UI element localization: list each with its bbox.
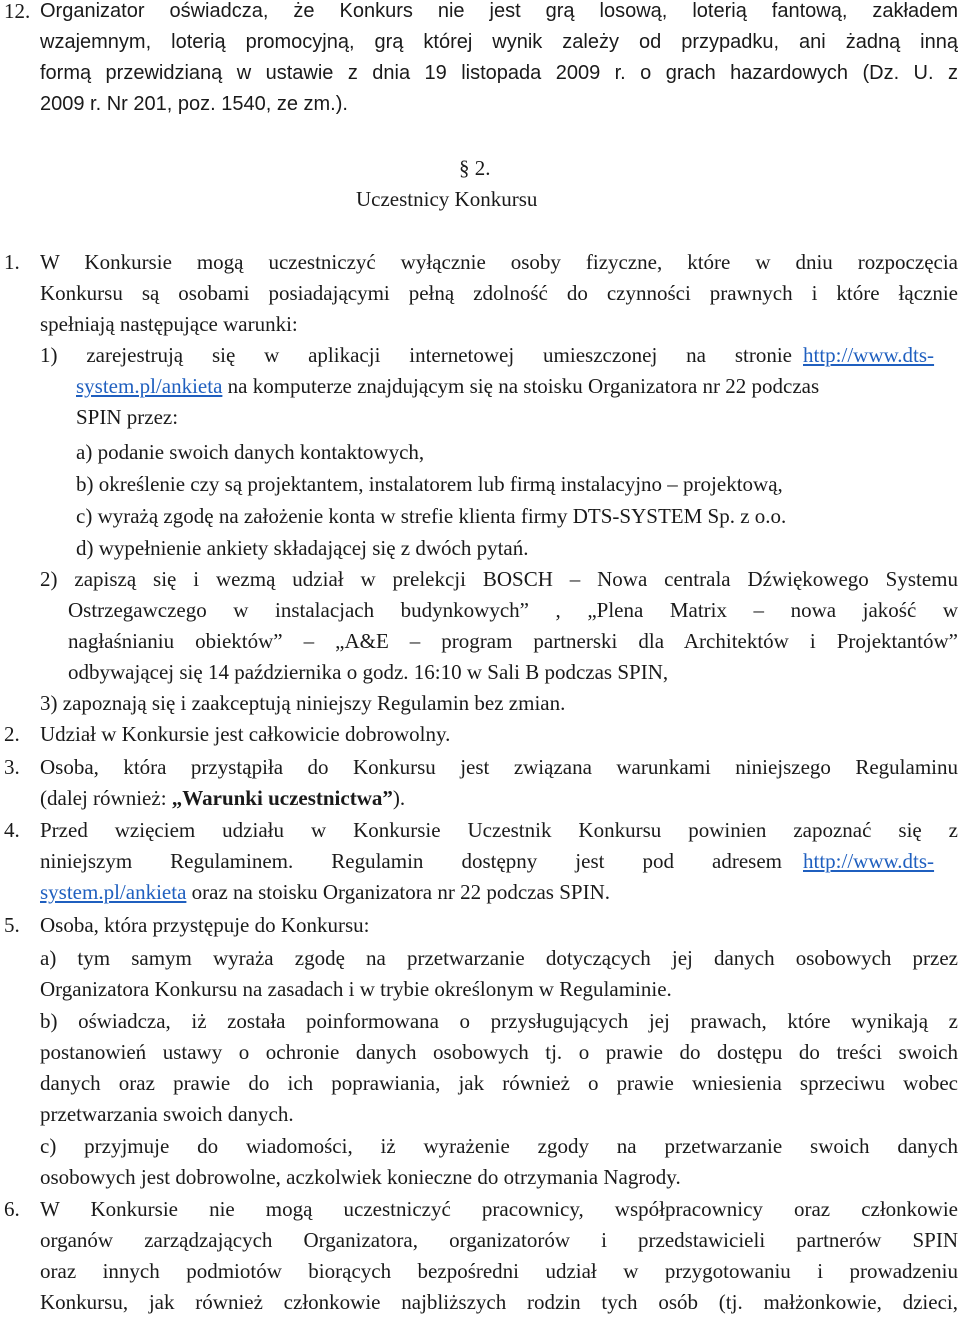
text-line: SPIN przez: [76,405,179,429]
text-line [76,371,819,402]
text-fragment: ). [392,786,406,810]
text-line: Osoba, która przystąpiła do Konkursu jest związana warunkami niniejszego Regulaminu [40,755,958,779]
text-line: przetwarzania swoich danych. [40,1102,294,1126]
text-line: W Konkursie mogą uczestniczyć wyłącznie osoby fizyczne, które w dniu rozpoczęcia [40,250,958,274]
paragraph-number: 2. [4,722,20,746]
text-line: c) przyjmuje do wiadomości, iż wyrażenie zgody na przetwarzanie swoich danych [40,1134,958,1158]
text-line: spełniają następujące warunki: [40,312,298,336]
text-line: a) tym samym wyraża zgodę na przetwarzanie dotyczących jej danych osobowych przez [40,946,958,970]
sub-item-b: b) określenie czy są projektantem, instalatorem lub firmą instalacyjno – projektową, [76,472,783,496]
text-line [40,783,405,814]
sub-item-d: d) wypełnienie ankiety składającej się z dwóch pytań. [76,536,529,560]
text-line: niniejszym Regulaminem. Regulamin dostępny jest pod adresem [40,849,782,873]
defined-term: „Warunki uczestnictwa” [171,786,393,810]
text-line: 2009 r. Nr 201, poz. 1540, ze zm.). [40,93,348,115]
sub-item-a: a) podanie swoich danych kontaktowych, [76,440,425,464]
list-item-text: 2) zapiszą się i wezmą udział w prelekcji BOSCH – Nowa centrala Dźwiękowego Systemu [40,567,958,591]
text-line: oraz innych podmiotów biorących bezpośredni udział w przygotowaniu i prowadzeniu [40,1259,958,1283]
paragraph-number: 3. [4,755,20,779]
text-fragment: oraz na stoisku Organizatora nr 22 podczas SPIN. [186,880,610,904]
text-line: odbywającej się 14 października o godz. 16:10 w Sali B podczas SPIN, [68,660,669,684]
regulation-link[interactable]: http://www.dts- [803,849,935,873]
text-line: Konkursu, jak również członkowie najbliższych rodzin tych osób (tj. małżonkowie, dzieci, [40,1290,958,1314]
text-line: Konkursu są osobami posiadającymi pełną zdolność do czynności prawnych i które łącznie [40,281,958,305]
text-line: wzajemnym, loterią promocyjną, grą której wynik zależy od przypadku, ani żadną inną [40,31,958,53]
text-line: postanowień ustawy o ochronie danych osobowych tj. o prawie do dostępu do treści swoich [40,1040,958,1064]
paragraph-number: 5. [4,913,20,937]
text-line: W Konkursie nie mogą uczestniczyć pracownicy, współpracownicy oraz członkowie [40,1197,958,1221]
paragraph-number: 6. [4,1197,20,1221]
section-title: Uczestnicy Konkursu [356,187,538,211]
text-line: b) oświadcza, iż została poinformowana o przysługujących jej prawach, które wynikają z [40,1009,958,1033]
section-number: § 2. [459,156,491,180]
text-line [40,877,610,908]
paragraph-number: 4. [4,818,20,842]
regulation-link[interactable]: system.pl/ankieta [40,880,187,904]
text-line: Organizatora Konkursu na zasadach i w trybie określonym w Regulaminie. [40,977,672,1001]
text-fragment: (dalej również: [40,786,172,810]
text-line: Udział w Konkursie jest całkowicie dobrowolny. [40,722,451,746]
paragraph-number: 1. [4,250,20,274]
text-line: organów zarządzających Organizatora, organizatorów i przedstawicieli partnerów SPIN [40,1228,958,1252]
text-line: Osoba, która przystępuje do Konkursu: [40,913,370,937]
paragraph-number: 12. [4,0,31,23]
text-line: nagłaśnianiu obiektów” – „A&E – program partnerski dla Architektów i Projektantów” [68,629,958,653]
regulation-link[interactable]: http://www.dts- [803,343,935,367]
text-line: Organizator oświadcza, że Konkurs nie jest grą losową, loterią fantową, zakładem [40,0,958,22]
list-item-text: 3) zapoznają się i zaakceptują niniejszy Regulamin bez zmian. [40,691,566,715]
text-line: Ostrzegawczego w instalacjach budynkowych” , „Plena Matrix – nowa jakość w [68,598,958,622]
text-line: danych oraz prawie do ich poprawiania, jak również o prawie wniesienia sprzeciwu wobec [40,1071,958,1095]
text-line: Przed wzięciem udziału w Konkursie Uczestnik Konkursu powinien zapoznać się z [40,818,958,842]
regulation-link[interactable]: system.pl/ankieta [76,374,223,398]
text-line: osobowych jest dobrowolne, aczkolwiek konieczne do otrzymania Nagrody. [40,1165,681,1189]
list-item-text: 1) zarejestrują się w aplikacji internetowej umieszczonej na stronie [40,343,792,367]
sub-item-c: c) wyrażą zgodę na założenie konta w strefie klienta firmy DTS-SYSTEM Sp. z o.o. [76,504,787,528]
text-fragment: na komputerze znajdującym się na stoisku Organizatora nr 22 podczas [222,374,820,398]
text-line: formą przewidzianą w ustawie z dnia 19 listopada 2009 r. o grach hazardowych (Dz. U. z [40,62,958,84]
